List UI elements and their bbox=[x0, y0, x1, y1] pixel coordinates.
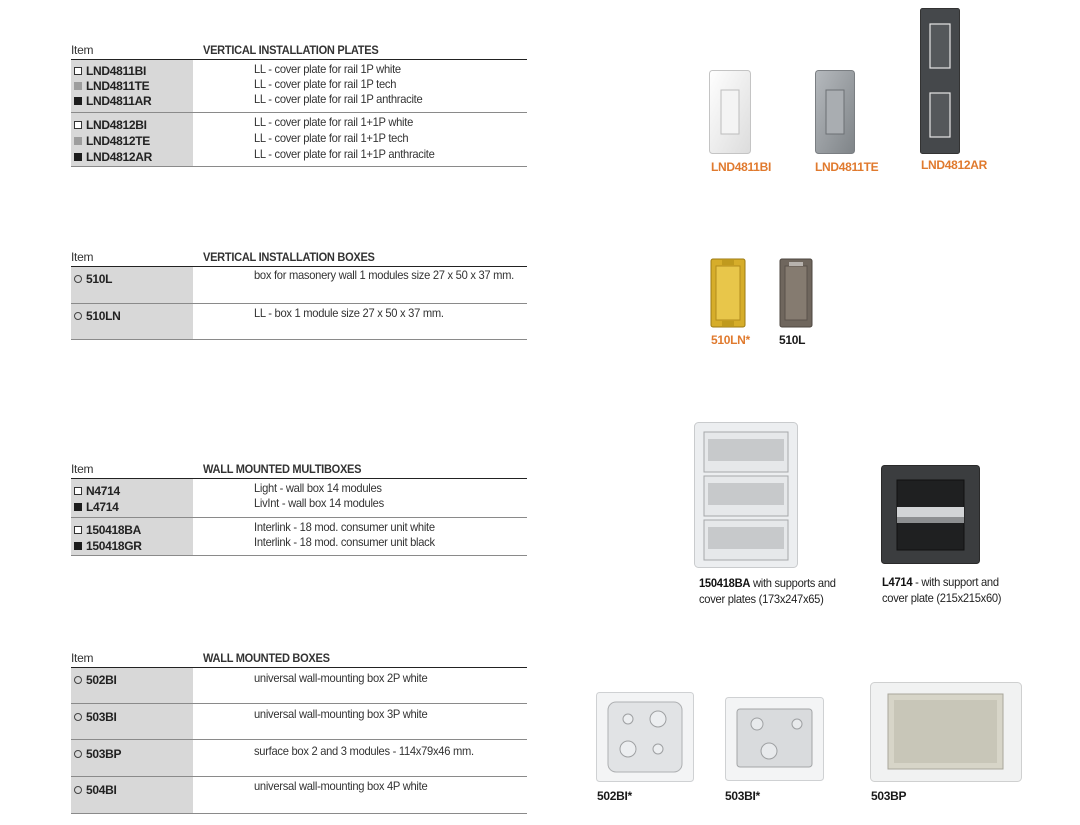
circle-marker-icon bbox=[74, 750, 82, 758]
product-description: LL - cover plate for rail 1+1P white bbox=[254, 115, 414, 129]
product-code: LND4812BI bbox=[74, 118, 147, 133]
section-title: VERTICAL INSTALLATION BOXES bbox=[203, 250, 375, 264]
product-description: LL - cover plate for rail 1+1P tech bbox=[254, 131, 409, 145]
table-row bbox=[71, 267, 527, 304]
product-description: LivInt - wall box 14 modules bbox=[254, 496, 384, 510]
product-description: universal wall-mounting box 2P white bbox=[254, 671, 428, 685]
l4714-box-image bbox=[881, 465, 980, 564]
510ln-box-image bbox=[710, 258, 746, 328]
502bi-box-image bbox=[596, 692, 694, 782]
section-title: WALL MOUNTED BOXES bbox=[203, 651, 330, 665]
table-row bbox=[71, 740, 527, 777]
table-row bbox=[71, 668, 527, 704]
product-code: 503BP bbox=[74, 747, 121, 762]
table-row bbox=[71, 113, 527, 167]
item-column-header: Item bbox=[71, 43, 94, 57]
table-vertical-installation-boxes bbox=[71, 250, 527, 340]
product-description: LL - cover plate for rail 1P anthracite bbox=[254, 92, 423, 106]
table-header bbox=[71, 250, 527, 267]
anthracite-swatch-icon bbox=[74, 97, 82, 105]
table-row bbox=[71, 518, 527, 556]
502bi-label: 502BI* bbox=[597, 789, 632, 803]
table-wall-mounted-multiboxes bbox=[71, 462, 527, 556]
503bp-box-image bbox=[870, 682, 1022, 782]
circle-marker-icon bbox=[74, 713, 82, 721]
anthracite-swatch-icon bbox=[74, 503, 82, 511]
503bi-label: 503BI* bbox=[725, 789, 760, 803]
150418ba-unit-image bbox=[694, 422, 798, 568]
lnd4812ar-label: LND4812AR bbox=[921, 158, 987, 172]
product-code: LND4811AR bbox=[74, 94, 151, 109]
product-description: box for masonery wall 1 modules size 27 x 50 x 37 mm. bbox=[254, 268, 514, 282]
product-description: LL - box 1 module size 27 x 50 x 37 mm. bbox=[254, 306, 444, 320]
510l-label: 510L bbox=[779, 333, 806, 347]
lnd4811bi-label: LND4811BI bbox=[711, 160, 771, 174]
tech-swatch-icon bbox=[74, 82, 82, 90]
table-vertical-installation-plates bbox=[71, 43, 527, 167]
table-header bbox=[71, 43, 527, 60]
table-wall-mounted-boxes bbox=[71, 651, 527, 814]
product-code: L4714 bbox=[74, 500, 119, 515]
product-description: universal wall-mounting box 3P white bbox=[254, 707, 428, 721]
item-column-header: Item bbox=[71, 250, 94, 264]
503bp-label: 503BP bbox=[871, 789, 907, 803]
product-code: 502BI bbox=[74, 673, 117, 688]
product-description: surface box 2 and 3 modules - 114x79x46 mm. bbox=[254, 744, 474, 758]
510ln-label: 510LN* bbox=[711, 333, 750, 347]
product-code: 510L bbox=[74, 272, 112, 287]
anthracite-swatch-icon bbox=[74, 542, 82, 550]
table-header bbox=[71, 462, 527, 479]
section-title: WALL MOUNTED MULTIBOXES bbox=[203, 462, 362, 476]
white-swatch-icon bbox=[74, 526, 82, 534]
white-swatch-icon bbox=[74, 121, 82, 129]
lnd4811bi-plate-image bbox=[709, 70, 751, 154]
product-code: 504BI bbox=[74, 783, 117, 798]
product-code: N4714 bbox=[74, 484, 120, 499]
table-header bbox=[71, 651, 527, 668]
product-description: Light - wall box 14 modules bbox=[254, 481, 382, 495]
lnd4811te-plate-image bbox=[815, 70, 855, 154]
product-description: LL - cover plate for rail 1P tech bbox=[254, 77, 397, 91]
product-code: LND4811BI bbox=[74, 64, 146, 79]
table-row bbox=[71, 479, 527, 518]
product-code: 150418BA bbox=[74, 523, 141, 538]
anthracite-swatch-icon bbox=[74, 153, 82, 161]
section-title: VERTICAL INSTALLATION PLATES bbox=[203, 43, 379, 57]
lnd4812ar-plate-image bbox=[920, 8, 960, 154]
circle-marker-icon bbox=[74, 786, 82, 794]
product-code: LND4811TE bbox=[74, 79, 149, 94]
product-code: 503BI bbox=[74, 710, 117, 725]
product-description: LL - cover plate for rail 1P white bbox=[254, 62, 401, 76]
item-column-header: Item bbox=[71, 651, 94, 665]
circle-marker-icon bbox=[74, 275, 82, 283]
product-code: 510LN bbox=[74, 309, 121, 324]
table-row bbox=[71, 60, 527, 113]
table-row bbox=[71, 304, 527, 340]
product-code: 150418GR bbox=[74, 539, 142, 554]
table-row bbox=[71, 777, 527, 814]
tech-swatch-icon bbox=[74, 137, 82, 145]
white-swatch-icon bbox=[74, 67, 82, 75]
white-swatch-icon bbox=[74, 487, 82, 495]
product-code: LND4812AR bbox=[74, 150, 152, 165]
l4714-caption: L4714 - with support and cover plate (215x215x60) bbox=[882, 575, 1002, 605]
product-description: universal wall-mounting box 4P white bbox=[254, 779, 428, 793]
product-code: LND4812TE bbox=[74, 134, 150, 149]
150418ba-caption: 150418BA with supports and cover plates (173x247x65) bbox=[699, 576, 836, 606]
lnd4811te-label: LND4811TE bbox=[815, 160, 879, 174]
circle-marker-icon bbox=[74, 676, 82, 684]
table-row bbox=[71, 704, 527, 740]
503bi-box-image bbox=[725, 697, 824, 781]
item-column-header: Item bbox=[71, 462, 94, 476]
510l-box-image bbox=[779, 258, 813, 328]
product-description: LL - cover plate for rail 1+1P anthracite bbox=[254, 147, 435, 161]
product-description: Interlink - 18 mod. consumer unit white bbox=[254, 520, 435, 534]
circle-marker-icon bbox=[74, 312, 82, 320]
product-description: Interlink - 18 mod. consumer unit black bbox=[254, 535, 435, 549]
